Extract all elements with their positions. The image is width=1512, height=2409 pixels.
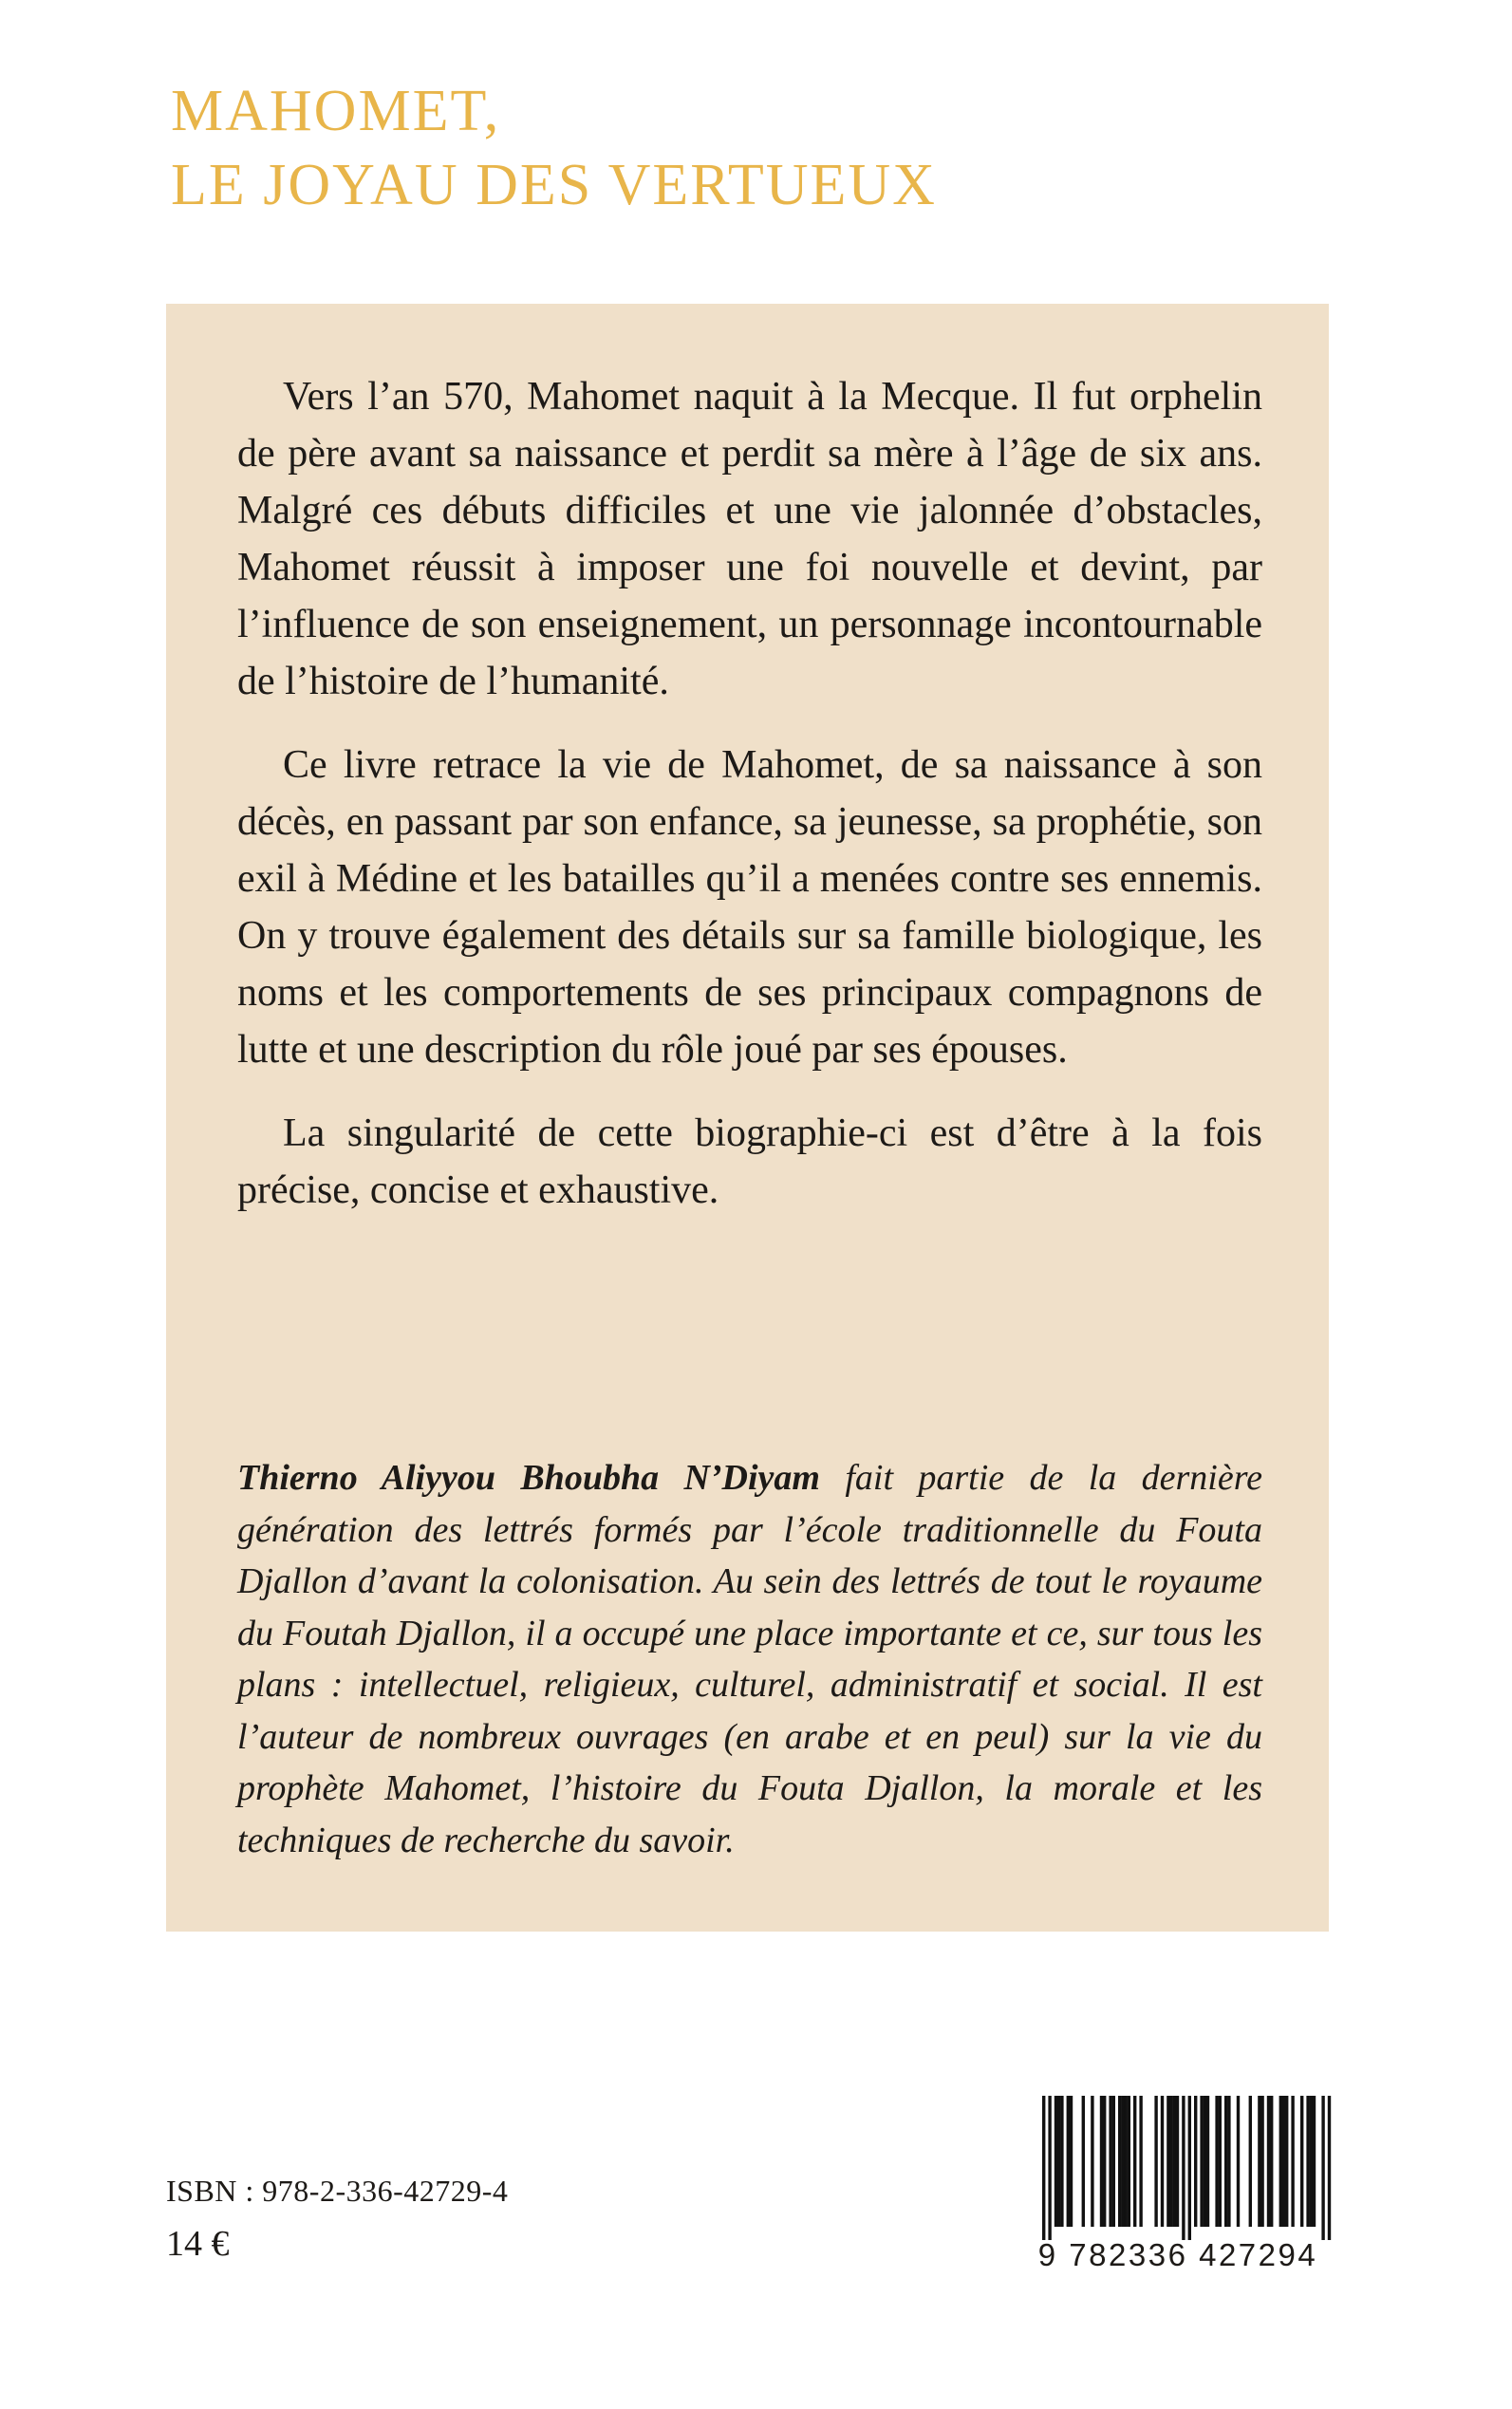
barcode-bar: [1154, 2096, 1157, 2227]
barcode-bar: [1200, 2096, 1203, 2227]
barcode-bar: [1249, 2096, 1252, 2227]
book-title: [171, 74, 937, 222]
barcode-bar: [1139, 2096, 1142, 2227]
author-bio: [237, 1452, 1262, 1866]
barcode-bar: [1124, 2096, 1127, 2227]
price-label: 14 €: [166, 2224, 230, 2264]
barcode-bar: [1091, 2096, 1093, 2227]
barcode-bar: [1169, 2096, 1172, 2227]
barcode-bar: [1100, 2096, 1103, 2227]
barcode-bar: [1237, 2096, 1240, 2227]
barcode-bar: [1313, 2096, 1316, 2227]
book-summary: [237, 368, 1262, 1245]
barcode-bar: [1188, 2096, 1191, 2240]
barcode-bar: [1310, 2096, 1313, 2227]
barcode-bar: [1133, 2096, 1136, 2227]
barcode-bar: [1206, 2096, 1209, 2227]
barcode-bar: [1321, 2096, 1324, 2240]
summary-paragraph-3: La singularité de cette biographie-ci est d’être à la fois précise, concise et exhaustive.: [237, 1111, 1262, 1212]
barcode-bar: [1121, 2096, 1124, 2227]
barcode-bar: [1224, 2096, 1227, 2227]
barcode-bar: [1176, 2096, 1179, 2227]
barcode-bar: [1328, 2096, 1331, 2240]
barcode-bar: [1128, 2096, 1130, 2227]
barcode-digits: 9 782336 427294: [1037, 2237, 1318, 2272]
barcode-bar: [1270, 2096, 1273, 2227]
barcode-bar: [1042, 2096, 1045, 2240]
barcode-bar: [1260, 2096, 1263, 2227]
barcode-bar: [1173, 2096, 1176, 2227]
barcode-bar: [1300, 2096, 1303, 2227]
barcode-bar: [1048, 2096, 1051, 2240]
barcode-bar: [1057, 2096, 1060, 2227]
barcode-bar: [1070, 2096, 1073, 2227]
barcode-bar: [1118, 2096, 1121, 2227]
barcode-bar: [1204, 2096, 1206, 2227]
barcode-bar: [1282, 2096, 1285, 2227]
barcode-bar: [1285, 2096, 1288, 2227]
description-panel: [166, 304, 1329, 1932]
barcode-bar: [1306, 2096, 1309, 2227]
barcode-bars: [1017, 2096, 1338, 2240]
barcode-bar: [1227, 2096, 1230, 2227]
barcode-bar: [1103, 2096, 1106, 2227]
barcode-bar: [1109, 2096, 1111, 2227]
barcode-bar: [1267, 2096, 1270, 2227]
book-title-line-2: LE JOYAU DES VERTUEUX: [171, 153, 937, 217]
barcode-bar: [1082, 2096, 1085, 2227]
barcode-bar: [1112, 2096, 1115, 2227]
barcode-bar: [1279, 2096, 1282, 2227]
summary-paragraph-1: Vers l’an 570, Mahomet naquit à la Mecque. Il fut orphelin de père avant sa naissance et perdit sa mère à l’âge de six ans. Malgré ces débuts difficiles et une vie jalonnée d’obstacles, Mahomet réussit à imposer une foi nouvelle et devint, par l’influence de son enseignement, un personnage incontournable de l’histoire de l’humanité.: [237, 375, 1262, 703]
barcode-bar: [1258, 2096, 1260, 2227]
barcode-bar: [1194, 2096, 1197, 2227]
barcode-bar: [1182, 2096, 1185, 2240]
author-bio-text: fait partie de la dernière génération des lettrés formés par l’école traditionnelle du Fouta Djallon d’avant la colonisation. Au sein des lettrés de tout le royaume du Foutah Djallon, il a occupé une place importante et ce, sur tous les plans : intellectuel, religieux, culturel, administratif et social. Il est l’auteur de nombreux ouvrages (en arabe et en peul) sur la vie du prophète Mahomet, l’histoire du Fouta Djallon, la morale et les techniques de recherche du savoir.: [237, 1458, 1262, 1860]
barcode: [1017, 2096, 1338, 2286]
barcode-bar: [1055, 2096, 1057, 2227]
barcode-bar: [1215, 2096, 1218, 2227]
barcode-bar: [1291, 2096, 1294, 2227]
author-name: Thierno Aliyyou Bhoubha N’Diyam: [237, 1458, 820, 1498]
summary-paragraph-2: Ce livre retrace la vie de Mahomet, de sa naissance à son décès, en passant par son enfance, sa jeunesse, sa prophétie, son exil à Médine et les batailles qu’il a menées contre ses ennemis. On y trouve également des détails sur sa famille biologique, les noms et les comportements de ses principaux compagnons de lutte et une description du rôle joué par ses épouses.: [237, 743, 1262, 1072]
barcode-bar: [1219, 2096, 1222, 2227]
barcode-bar: [1067, 2096, 1070, 2227]
barcode-bar: [1060, 2096, 1063, 2227]
isbn-label: ISBN : 978-2-336-42729-4: [166, 2174, 509, 2208]
book-title-line-1: MAHOMET,: [171, 79, 501, 143]
barcode-bar: [1161, 2096, 1164, 2227]
barcode-bar: [1167, 2096, 1169, 2227]
